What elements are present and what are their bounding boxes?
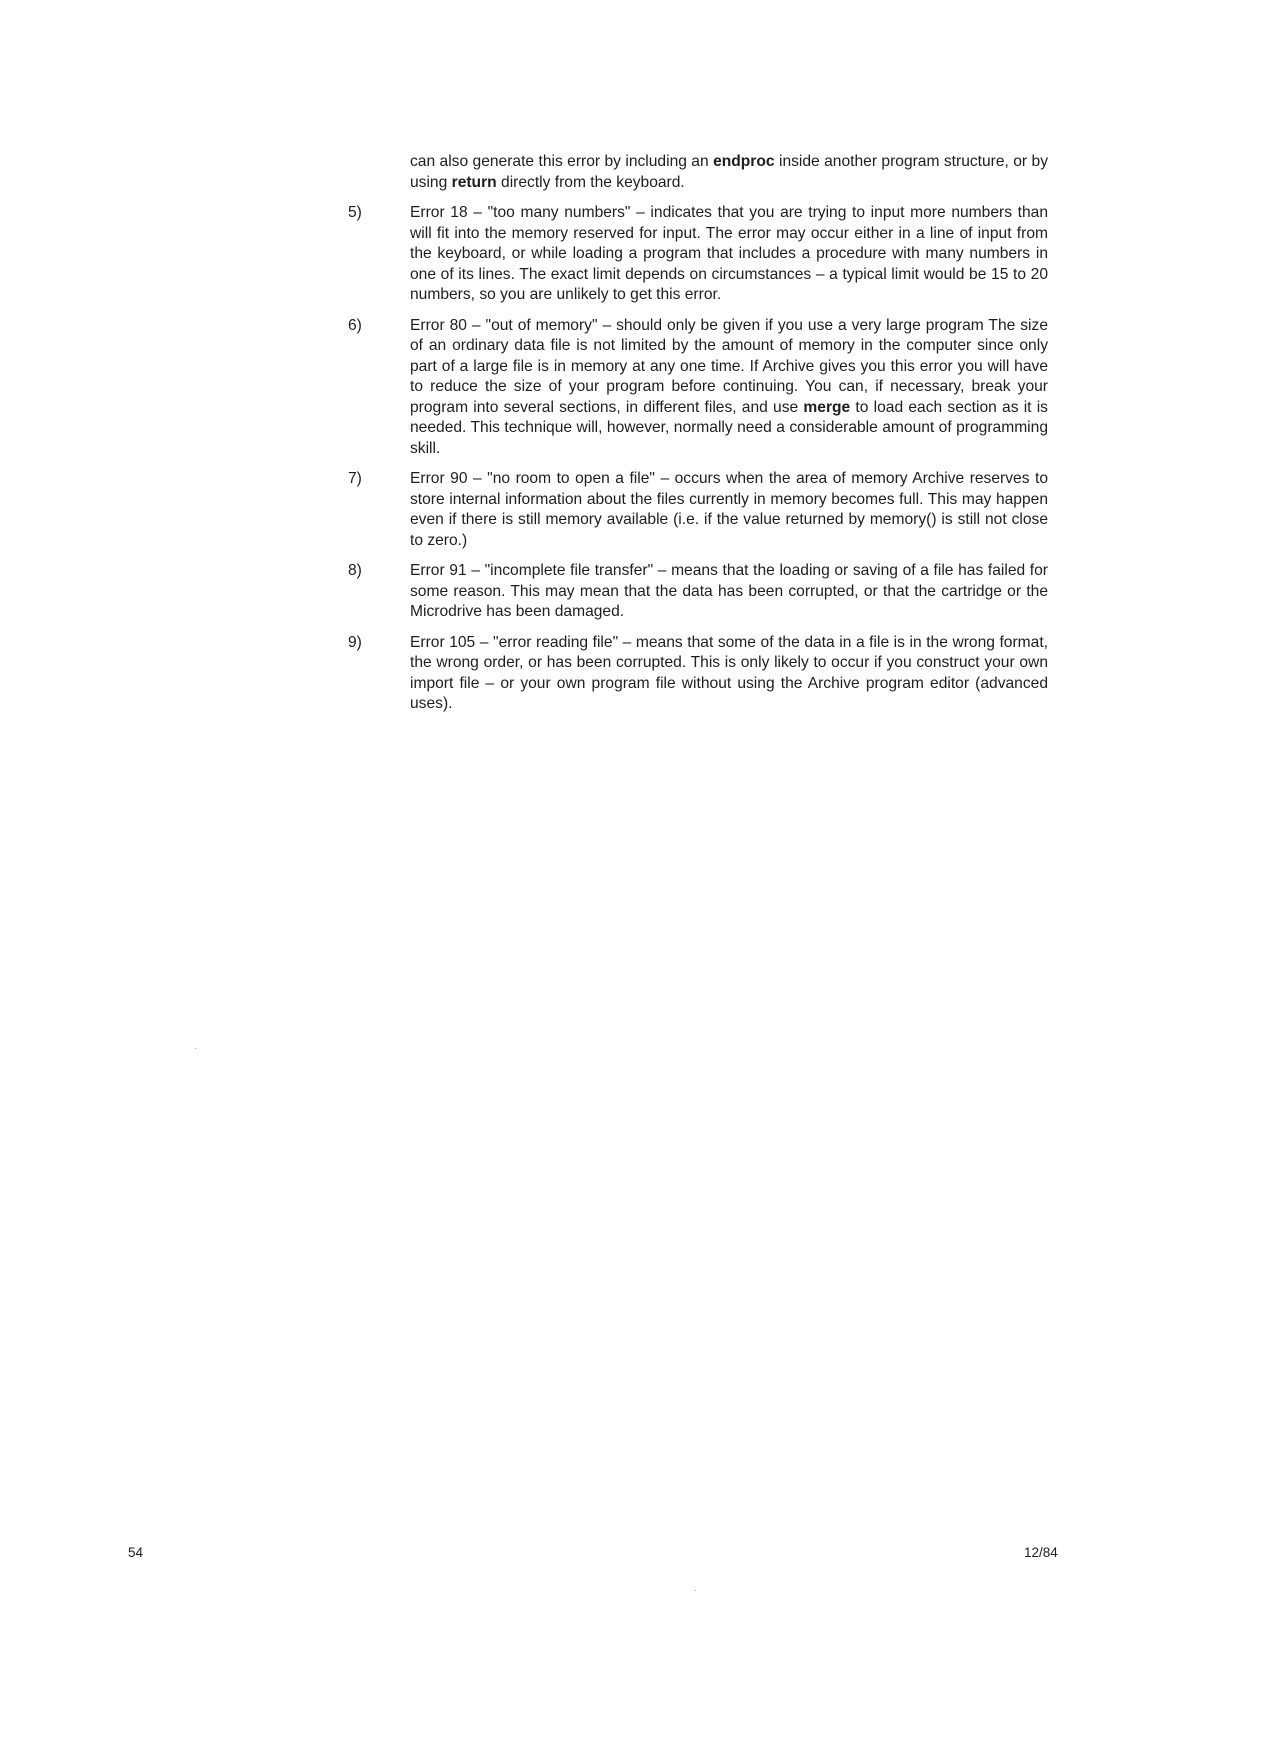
item-text: Error 105 – "error reading file" – means that some of the data in a file is in the wrong format, the wrong order, or has been corrupted. This is only likely to occur if you construct your own import file – or your own program file without using the Archive program editor (advanced uses).: [410, 633, 1048, 712]
item-number: 7): [348, 470, 362, 487]
list-item-8: [348, 561, 1048, 623]
scan-speck: [195, 1048, 196, 1049]
text-run: directly from the keyboard.: [496, 173, 685, 191]
list-item-5: [348, 203, 1048, 306]
item-number: 6): [348, 316, 362, 334]
keyword-merge: merge: [803, 398, 851, 416]
keyword-endproc: endproc: [713, 153, 775, 170]
item-text: to load each section as it is needed. This technique will, however, normally need a considerable amount of programming skill.: [410, 398, 1048, 457]
item-text: Error 18 – "too many numbers" – indicates that you are trying to input more numbers than will fit into the memory reserved for input. The error may occur either in a line of input from the keyboard, or while loading a program that includes a procedure with many numbers in one of its lines. The exact limit depends on circumstances – a typical limit would be 15 to 20 numbers, so you are unlikely to get this error.: [410, 204, 1048, 303]
text-run: can also generate this error by including an: [410, 153, 714, 170]
body-text: [348, 152, 1048, 715]
item-text: Error 90 – "no room to open a file" – occurs when the area of memory Archive reserves to store internal information about the files currently in memory becomes full. This may happen even if there is still memory available (i.e. if the value returned by memory() is still not close to zero.): [410, 470, 1048, 549]
text-run: inside another program structure, or by using: [410, 153, 1048, 191]
list-item-9: [348, 633, 1048, 715]
item-number: 8): [348, 562, 362, 579]
item-text: Error 80 – "out of memory" – should only be given if you use a very large program The size of an ordinary data file is not limited by the amount of memory in the computer since only part of a large file is in memory at any one time. If Archive gives you this error you will have to reduce the size of your program before continuing. You can, if necessary, break your program into several sections, in different files, and use: [410, 316, 1048, 416]
continuation-paragraph: [348, 152, 1048, 193]
item-number: 9): [348, 633, 362, 651]
keyword-return: return: [451, 173, 497, 191]
item-number: 5): [348, 204, 362, 221]
page-number: 54: [128, 1545, 144, 1560]
item-text: Error 91 – "incomplete file transfer" – means that the loading or saving of a file has failed for some reason. This may mean that the data has been corrupted, or that the cartridge or the Microdrive has been damaged.: [410, 562, 1048, 620]
list-item-7: [348, 469, 1048, 551]
list-item-6: [348, 316, 1048, 460]
footer-date: 12/84: [1024, 1545, 1058, 1560]
scan-speck: [695, 1590, 696, 1591]
